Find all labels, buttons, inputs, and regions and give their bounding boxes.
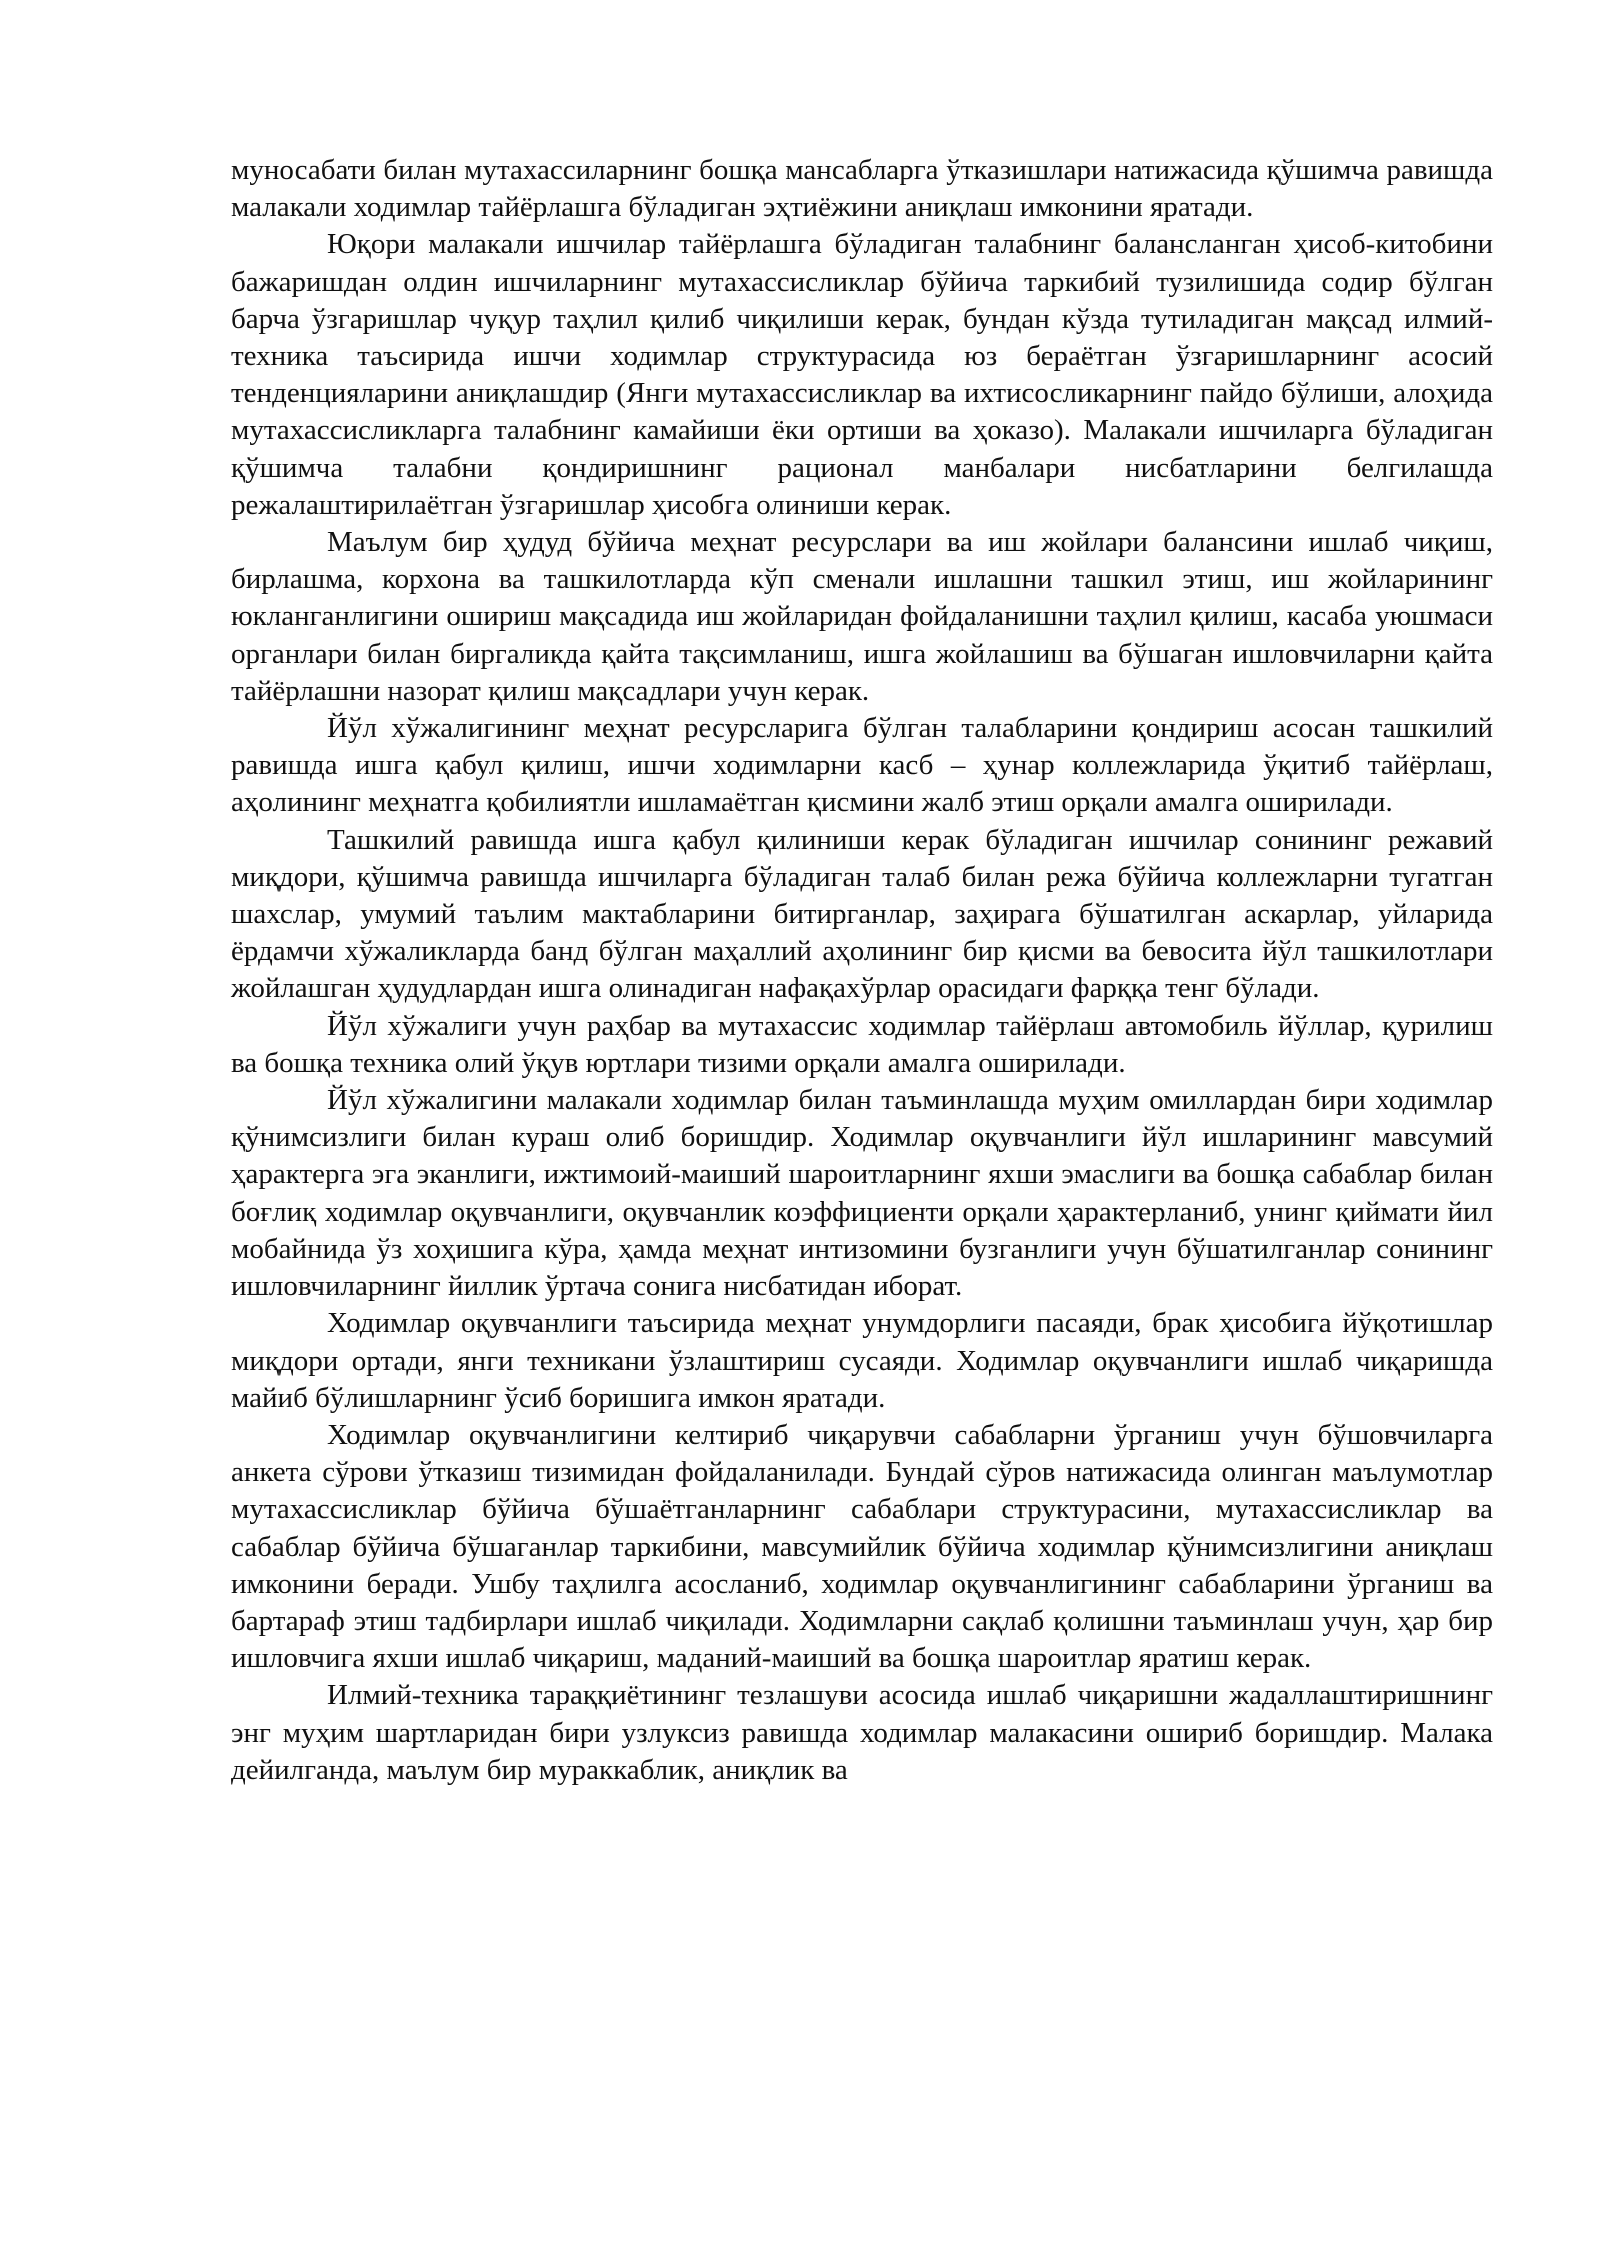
document-page — [231, 152, 1493, 1789]
paragraph-skilled-workers-demand: Юқори малакали ишчилар тайёрлашга бўладиган талабнинг балансланган ҳисоб-китобини бажаришдан олдин ишчиларнинг мутахассисликлар бўйича таркибий тузилишида содир бўлган барча ўзгаришлар чуқур таҳлил қилиб чиқилиши керак, бундан кўзда тутиладиган мақсад илмий-техника таъсирида ишчи ходимлар структурасида юз бераётган ўзгаришларнинг асосий тенденцияларини аниқлашдир (Янги мутахассисликлар ва ихтисосликарнинг пайдо бўлиши, алоҳида мутахассисликларга талабнинг камайиши ёки ортиши ва ҳоказо). Малакали ишчиларга бўладиган қўшимча талабни қондиришнинг рационал манбалари нисбатларини белгилашда режалаштирилаётган ўзгаришлар ҳисобга олиниши керак. — [231, 228, 1493, 521]
paragraph-qualification: Илмий-техника тараққиётининг тезлашуви асосида ишлаб чиқаришни жадаллаштиришнинг энг муҳим шартларидан бири узлуксиз равишда ходимлар малакасини ошириб боришдир. Малака дейилганда, маълум бир мураккаблик, аниқлик ва — [231, 1679, 1493, 1786]
paragraph-turnover-effects: Ходимлар оқувчанлиги таъсирида меҳнат унумдорлиги пасаяди, брак ҳисобига йўқотишлар миқдори ортади, янги техникани ўзлаштириш сусаяди. Ходимлар оқувчанлиги ишлаб чиқаришда майиб бўлишларнинг ўсиб боришига имкон яратади. — [231, 1307, 1493, 1414]
paragraph-organized-hiring: Ташкилий равишда ишга қабул қилиниши керак бўладиган ишчилар сонининг режавий миқдори, қўшимча равишда ишчиларга бўладиган талаб билан режа бўйича коллежларни тугатган шахслар, умумий таълим мактабларини битирганлар, заҳирага бўшатилган аскарлар, уйларида ёрдамчи хўжаликларда банд бўлган маҳаллий аҳолининг бир қисми ва бевосита йўл ташкилотлари жойлашган ҳудудлардан ишга олинадиган нафақахўрлар орасидаги фарққа тенг бўлади. — [231, 823, 1493, 1005]
paragraph-turnover-survey: Ходимлар оқувчанлигини келтириб чиқарувчи сабабларни ўрганиш учун бўшовчиларга анкета сўрови ўтказиш тизимидан фойдаланилади. Бундай сўров натижасида олинган маълумотлар мутахассисликлар бўйича бўшаётганларнинг сабаблари структурасини, мутахассисликлар ва сабаблар бўйича бўшаганлар таркибини, мавсумийлик бўйича ходимлар қўнимсизлигини аниқлаш имконини беради. Ушбу таҳлилга асосланиб, ходимлар оқувчанлигининг сабабларини ўрганиш ва бартараф этиш тадбирлари ишлаб чиқилади. Ходимларни сақлаб қолишни таъминлаш учун, ҳар бир ишловчига яхши ишлаб чиқариш, маданий-маиший ва бошқа шароитлар яратиш керак. — [231, 1418, 1493, 1675]
paragraph-continuation: муносабати билан мутахассиларнинг бошқа мансабларга ўтказишлари натижасида қўшимча равишда малакали ходимлар тайёрлашга бўладиган эҳтиёжини аниқлаш имконини яратади. — [231, 154, 1493, 224]
paragraph-road-labor-needs: Йўл хўжалигининг меҳнат ресурсларига бўлган талабларини қондириш асосан ташкилий равишда ишга қабул қилиш, ишчи ходимларни касб – ҳунар коллежларида ўқитиб тайёрлаш, аҳолининг меҳнатга қобилиятли ишламаётган қисмини жалб этиш орқали амалга оширилади. — [231, 712, 1493, 819]
paragraph-labor-balance: Маълум бир ҳудуд бўйича меҳнат ресурслари ва иш жойлари балансини ишлаб чиқиш, бирлашма, корхона ва ташкилотларда кўп сменали ишлашни ташкил этиш, иш жойларининг юкланганлигини ошириш мақсадида иш жойларидан фойдаланишни таҳлил қилиш, касаба уюшмаси органлари билан биргаликда қайта тақсимланиш, ишга жойлашиш ва бўшаган ишловчиларни қайта тайёрлашни назорат қилиш мақсадлари учун керак. — [231, 526, 1493, 707]
paragraph-staff-turnover: Йўл хўжалигини малакали ходимлар билан таъминлашда муҳим омиллардан бири ходимлар қўнимсизлиги билан кураш олиб боришдир. Ходимлар оқувчанлиги йўл ишларининг мавсумий ҳарактерга эга эканлиги, ижтимоий-маиший шароитларнинг яхши эмаслиги ва бошқа сабаблар билан боғлиқ ходимлар оқувчанлиги, оқувчанлик коэффициенти орқали ҳарактерланиб, унинг қиймати йил мобайнида ўз хоҳишига кўра, ҳамда меҳнат интизомини бузганлиги учун бўшатилганлар сонининг ишловчиларнинг йиллик ўртача сонига нисбатидан иборат. — [231, 1084, 1493, 1303]
paragraph-specialist-training: Йўл хўжалиги учун раҳбар ва мутахассис ходимлар тайёрлаш автомобиль йўллар, қурилиш ва бошқа техника олий ўқув юртлари тизими орқали амалга оширилади. — [231, 1009, 1493, 1079]
